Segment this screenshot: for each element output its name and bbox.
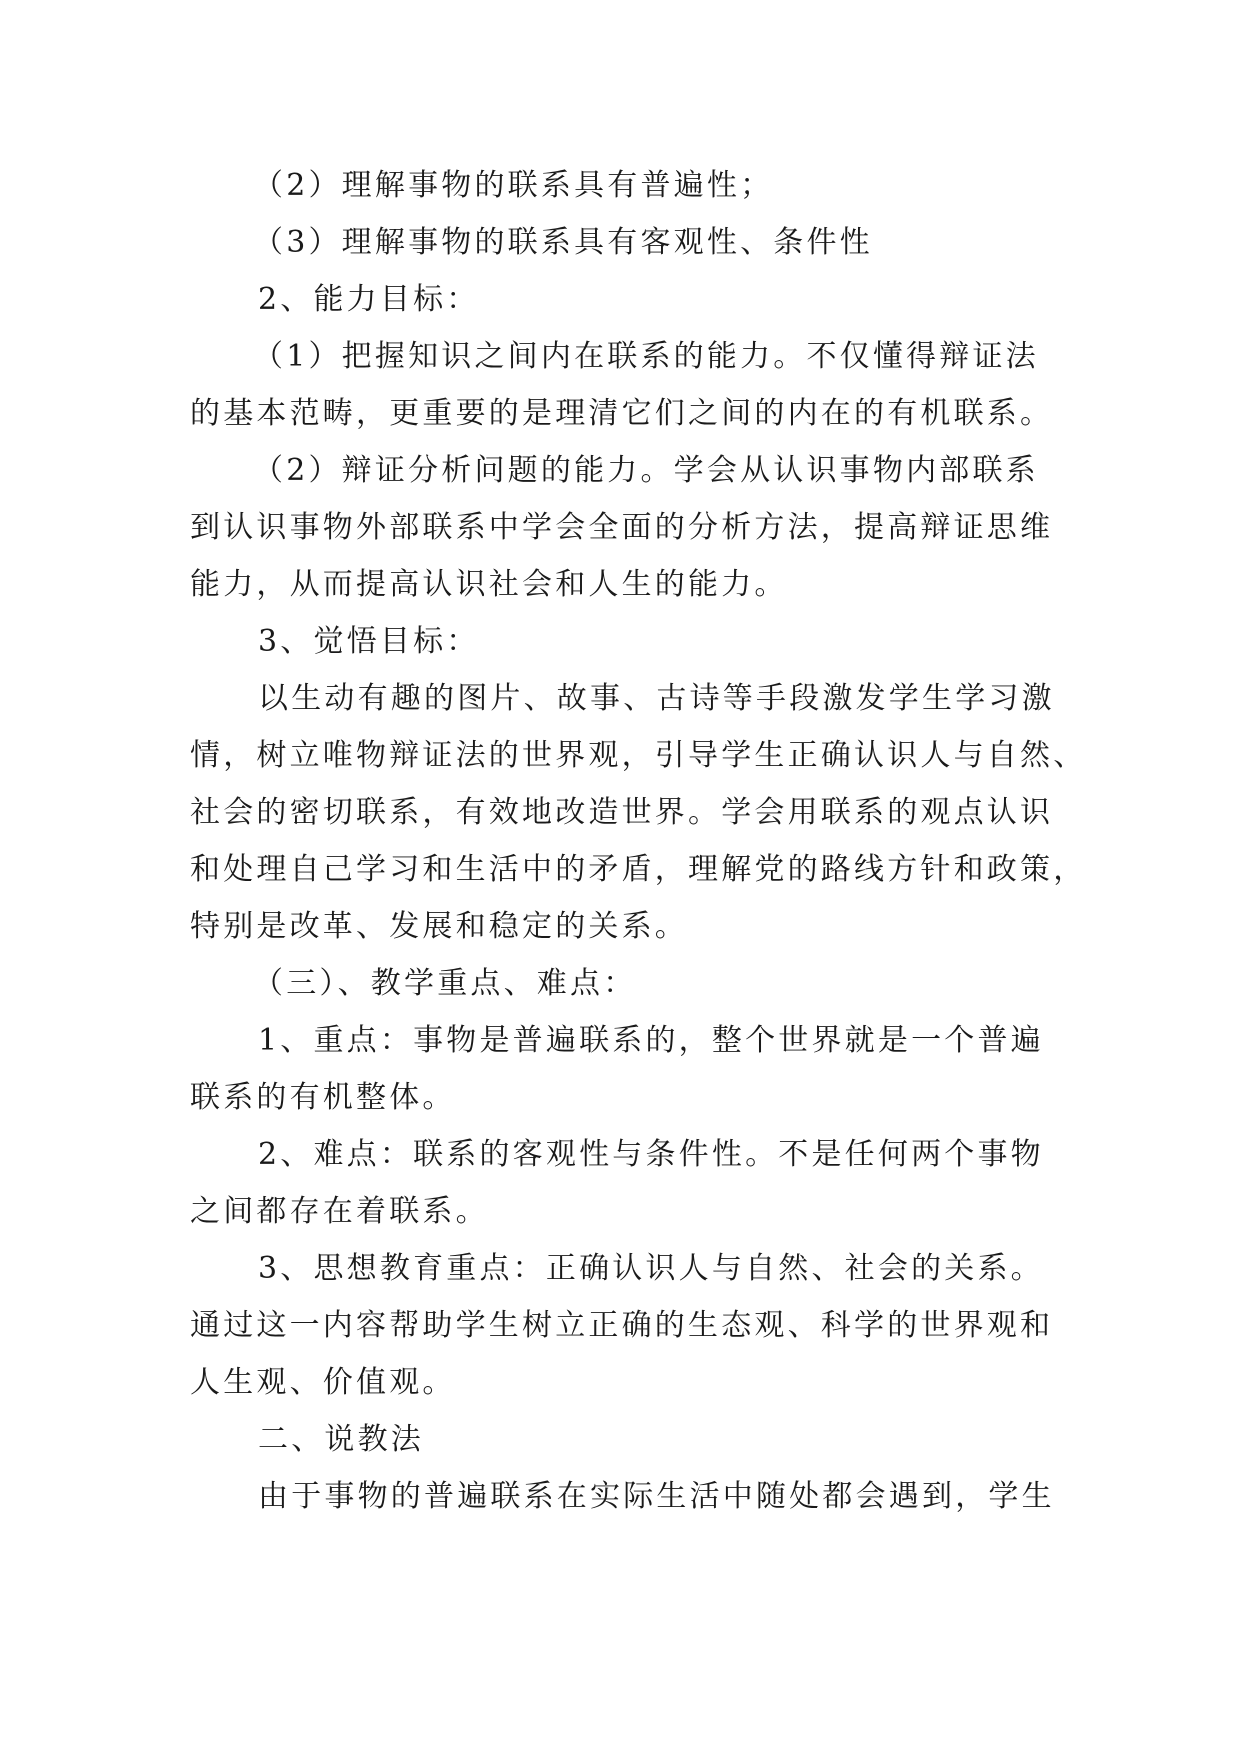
text-line: 特别是改革、发展和稳定的关系。 <box>190 909 688 944</box>
text-line: 3、思想教育重点：正确认识人与自然、社会的关系。 <box>258 1251 1044 1286</box>
text-line: 1、重点：事物是普遍联系的，整个世界就是一个普遍 <box>258 1023 1044 1058</box>
text-line: 通过这一内容帮助学生树立正确的生态观、科学的世界观和 <box>190 1308 1054 1343</box>
text-line: （1）把握知识之间内在联系的能力。不仅懂得辩证法 <box>253 339 1039 374</box>
text-line: 联系的有机整体。 <box>190 1080 456 1115</box>
text-line: 到认识事物外部联系中学会全面的分析方法，提高辩证思维 <box>190 510 1054 545</box>
text-line: 之间都存在着联系。 <box>190 1194 489 1229</box>
text-line: （2）理解事物的联系具有普遍性； <box>253 168 774 203</box>
text-line: 人生观、价值观。 <box>190 1365 456 1400</box>
text-line: 的基本范畴，更重要的是理清它们之间的内在的有机联系。 <box>190 396 1054 431</box>
section-heading: 2、能力目标： <box>258 282 480 317</box>
text-line: 社会的密切联系，有效地改造世界。学会用联系的观点认识 <box>190 795 1054 830</box>
section-heading: 3、觉悟目标： <box>258 624 480 659</box>
text-line: 2、难点：联系的客观性与条件性。不是任何两个事物 <box>258 1137 1044 1172</box>
text-line: 和处理自己学习和生活中的矛盾，理解党的路线方针和政策， <box>190 852 1087 887</box>
text-line: 能力，从而提高认识社会和人生的能力。 <box>190 567 788 602</box>
text-line: 由于事物的普遍联系在实际生活中随处都会遇到，学生 <box>258 1479 1055 1514</box>
text-line: （2）辩证分析问题的能力。学会从认识事物内部联系 <box>253 453 1039 488</box>
section-heading: 二、说教法 <box>258 1422 424 1457</box>
text-line: （3）理解事物的联系具有客观性、条件性 <box>253 225 873 260</box>
text-line: 以生动有趣的图片、故事、古诗等手段激发学生学习激 <box>258 681 1055 716</box>
text-line: 情，树立唯物辩证法的世界观，引导学生正确认识人与自然、 <box>190 738 1087 773</box>
section-heading: （三）、教学重点、难点： <box>253 966 637 1001</box>
